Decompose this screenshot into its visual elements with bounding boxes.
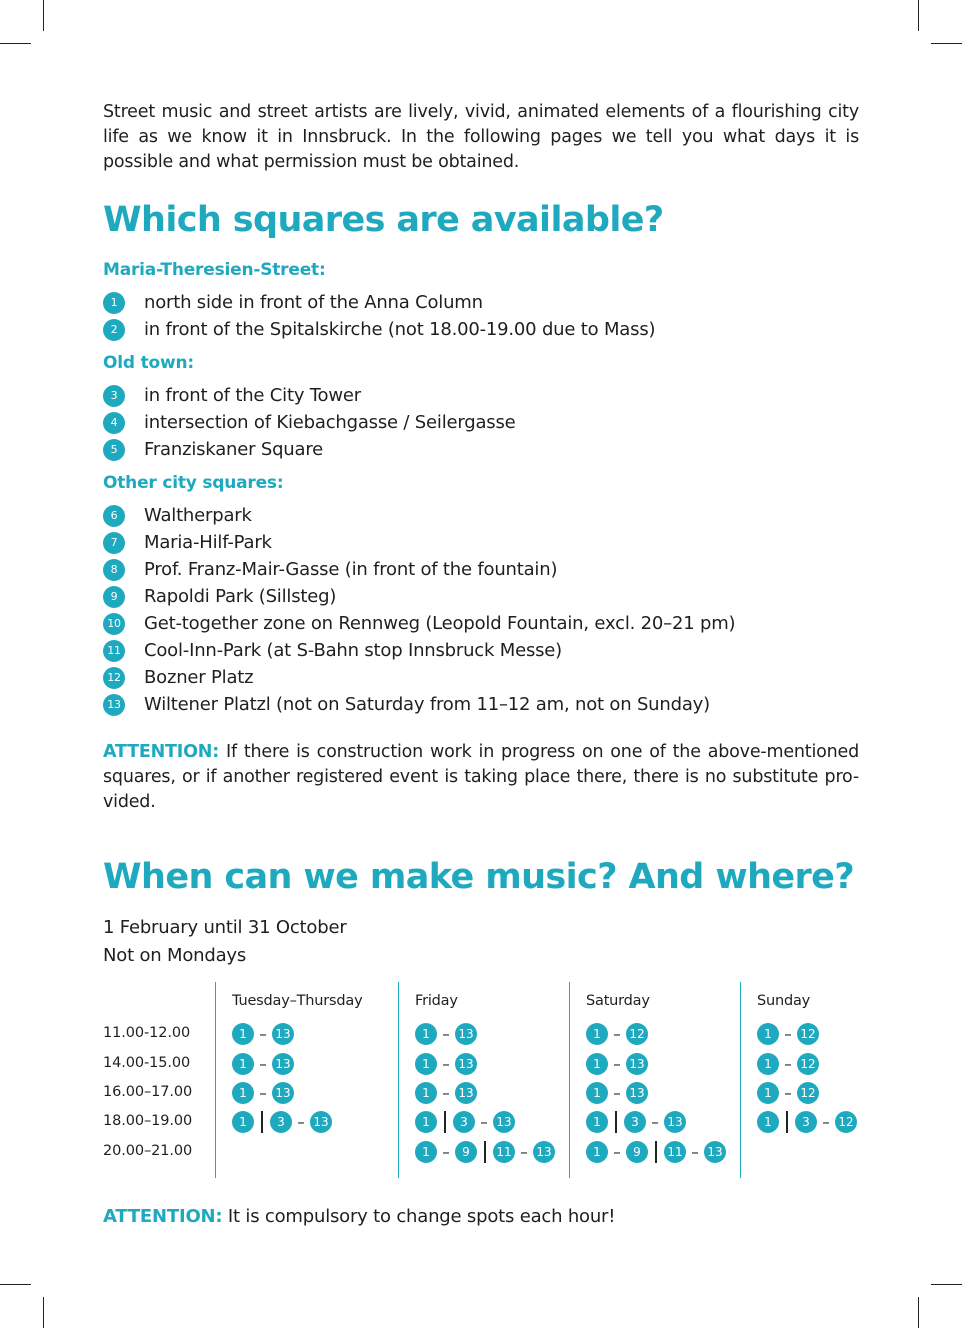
attention-construction [103, 740, 859, 815]
square-description: Rapoldi Park (Sillsteg) [144, 586, 337, 607]
group-heading-maria-theresien: Maria-Theresien-Street: [103, 260, 326, 280]
square-number-badge: 11 [103, 640, 125, 662]
square-list-maria-theresien [103, 289, 655, 343]
schedule-cell [586, 1052, 648, 1076]
schedule-cell [415, 1052, 477, 1076]
square-number-badge: 9 [103, 586, 125, 608]
square-number-badge: 3 [103, 385, 125, 407]
separator-bar [785, 1111, 789, 1133]
schedule-cell [586, 1110, 686, 1134]
section-title-when: When can we make music? And where? [103, 857, 855, 897]
square-number-badge: 12 [797, 1082, 819, 1104]
range-dash: – [613, 1143, 621, 1161]
attention-label: ATTENTION: [103, 1206, 223, 1227]
square-number-badge: 3 [624, 1111, 646, 1133]
schedule-cell [232, 1052, 294, 1076]
schedule-cell [757, 1081, 819, 1105]
square-list-item [103, 409, 516, 436]
day-column-header: Sunday [757, 993, 811, 1009]
separator-bar [260, 1111, 264, 1133]
square-number-badge: 13 [272, 1053, 294, 1075]
attention-text: It is compulsory to change spots each hour! [222, 1206, 616, 1227]
square-number-badge: 5 [103, 439, 125, 461]
square-number-badge: 13 [455, 1082, 477, 1104]
square-number-badge: 13 [310, 1111, 332, 1133]
square-description: in front of the Spitalskirche (not 18.00-19.00 due to Mass) [144, 319, 656, 340]
square-list-item [103, 436, 516, 463]
range-dash: – [259, 1025, 267, 1043]
schedule-cell [586, 1022, 648, 1046]
period-dates: 1 February until 31 October [103, 917, 347, 938]
square-number-badge: 13 [626, 1053, 648, 1075]
range-dash: – [784, 1084, 792, 1102]
schedule-cell [232, 1022, 294, 1046]
square-number-badge: 12 [835, 1111, 857, 1133]
square-list-other [103, 502, 735, 718]
time-slot-label: 14.00-15.00 [103, 1055, 191, 1071]
attention-label: ATTENTION: [103, 742, 220, 762]
square-number-badge: 10 [103, 613, 125, 635]
square-list-item [103, 556, 735, 583]
square-list-item [103, 382, 516, 409]
square-number-badge: 1 [586, 1053, 608, 1075]
attention-text: If there is construction work in progress on one of the above-mentioned squares, or if another registered event is taking place there, there is no substitute pro-vided. [103, 742, 859, 812]
range-dash: – [442, 1025, 450, 1043]
square-number-badge: 13 [272, 1082, 294, 1104]
square-number-badge: 1 [232, 1053, 254, 1075]
range-dash: – [297, 1113, 305, 1131]
square-description: Get-together zone on Rennweg (Leopold Fountain, excl. 20–21 pm) [144, 613, 736, 634]
square-description: Franziskaner Square [144, 439, 324, 460]
schedule-cell [415, 1110, 515, 1134]
time-slot-label: 16.00–17.00 [103, 1084, 193, 1100]
square-number-badge: 12 [103, 667, 125, 689]
crop-mark [0, 1284, 31, 1285]
range-dash: – [442, 1084, 450, 1102]
range-dash: – [784, 1025, 792, 1043]
square-number-badge: 2 [103, 319, 125, 341]
square-number-badge: 3 [270, 1111, 292, 1133]
separator-bar [443, 1111, 447, 1133]
schedule-cell [757, 1110, 857, 1134]
separator-bar [483, 1141, 487, 1163]
square-number-badge: 13 [455, 1053, 477, 1075]
square-description: intersection of Kiebachgasse / Seilergasse [144, 412, 516, 433]
separator-bar [654, 1141, 658, 1163]
schedule-cell [415, 1081, 477, 1105]
square-number-badge: 1 [415, 1111, 437, 1133]
square-number-badge: 1 [757, 1082, 779, 1104]
square-list-item [103, 502, 735, 529]
square-list-item [103, 529, 735, 556]
period-info [103, 914, 347, 970]
square-description: Maria-Hilf-Park [144, 532, 272, 553]
crop-mark [931, 1284, 962, 1285]
square-number-badge: 1 [232, 1023, 254, 1045]
square-number-badge: 1 [586, 1023, 608, 1045]
crop-mark [918, 0, 919, 31]
schedule-cell [232, 1081, 294, 1105]
page-content [103, 100, 859, 1227]
range-dash: – [613, 1084, 621, 1102]
crop-mark [931, 43, 962, 44]
schedule-cell [232, 1110, 332, 1134]
square-number-badge: 13 [103, 694, 125, 716]
square-number-badge: 12 [797, 1023, 819, 1045]
square-description: Cool-Inn-Park (at S-Bahn stop Innsbruck Messe) [144, 640, 562, 661]
square-list-item [103, 289, 655, 316]
separator-bar [614, 1111, 618, 1133]
schedule-cell [415, 1140, 555, 1164]
day-column-header: Tuesday–Thursday [232, 993, 363, 1009]
time-slot-label: 18.00–19.00 [103, 1113, 193, 1129]
attention-change-spots [103, 1206, 615, 1227]
time-slot-label: 11.00-12.00 [103, 1025, 191, 1041]
crop-mark [0, 43, 31, 44]
square-number-badge: 1 [415, 1023, 437, 1045]
section-title-squares: Which squares are available? [103, 200, 664, 240]
square-number-badge: 9 [626, 1141, 648, 1163]
column-divider [569, 982, 570, 1178]
square-number-badge: 4 [103, 412, 125, 434]
schedule-table [103, 982, 859, 1178]
square-number-badge: 1 [103, 292, 125, 314]
square-number-badge: 1 [757, 1053, 779, 1075]
square-number-badge: 7 [103, 532, 125, 554]
square-description: north side in front of the Anna Column [144, 292, 483, 313]
day-column-header: Saturday [586, 993, 650, 1009]
range-dash: – [691, 1143, 699, 1161]
square-number-badge: 11 [493, 1141, 515, 1163]
range-dash: – [520, 1143, 528, 1161]
crop-mark [43, 1297, 44, 1328]
range-dash: – [259, 1055, 267, 1073]
range-dash: – [784, 1055, 792, 1073]
square-description: Bozner Platz [144, 667, 254, 688]
range-dash: – [442, 1143, 450, 1161]
square-number-badge: 8 [103, 559, 125, 581]
square-number-badge: 13 [272, 1023, 294, 1045]
square-number-badge: 1 [232, 1111, 254, 1133]
crop-mark [43, 0, 44, 31]
square-number-badge: 13 [626, 1082, 648, 1104]
square-number-badge: 3 [795, 1111, 817, 1133]
group-heading-old-town: Old town: [103, 353, 194, 373]
square-number-badge: 12 [797, 1053, 819, 1075]
square-number-badge: 13 [664, 1111, 686, 1133]
square-list-item [103, 610, 735, 637]
intro-paragraph: Street music and street artists are lively, vivid, animated elements of a flourishing city life as we know it in Innsbruck. In the following pages we tell you what days it is possible and what permission must be obtained. [103, 102, 859, 172]
group-heading-other-squares: Other city squares: [103, 473, 284, 493]
square-description: Waltherpark [144, 505, 252, 526]
range-dash: – [613, 1025, 621, 1043]
square-number-badge: 1 [586, 1082, 608, 1104]
square-list-item [103, 664, 735, 691]
schedule-cell [586, 1140, 726, 1164]
square-number-badge: 1 [586, 1141, 608, 1163]
square-description: in front of the City Tower [144, 385, 361, 406]
square-number-badge: 1 [586, 1111, 608, 1133]
range-dash: – [259, 1084, 267, 1102]
square-list-item [103, 316, 655, 343]
square-number-badge: 13 [455, 1023, 477, 1045]
square-number-badge: 13 [493, 1111, 515, 1133]
square-list-item [103, 637, 735, 664]
column-divider [398, 982, 399, 1178]
range-dash: – [822, 1113, 830, 1131]
day-column-header: Friday [415, 993, 458, 1009]
range-dash: – [442, 1055, 450, 1073]
square-number-badge: 1 [757, 1111, 779, 1133]
time-slot-label: 20.00–21.00 [103, 1143, 193, 1159]
crop-mark [918, 1297, 919, 1328]
square-list-old-town [103, 382, 516, 463]
schedule-cell [757, 1052, 819, 1076]
column-divider [215, 982, 216, 1178]
square-number-badge: 3 [453, 1111, 475, 1133]
square-number-badge: 9 [455, 1141, 477, 1163]
square-number-badge: 1 [757, 1023, 779, 1045]
square-number-badge: 1 [232, 1082, 254, 1104]
square-number-badge: 1 [415, 1082, 437, 1104]
square-number-badge: 1 [415, 1141, 437, 1163]
square-number-badge: 1 [415, 1053, 437, 1075]
square-number-badge: 11 [664, 1141, 686, 1163]
range-dash: – [613, 1055, 621, 1073]
schedule-cell [757, 1022, 819, 1046]
column-divider [740, 982, 741, 1178]
square-description: Prof. Franz-Mair-Gasse (in front of the fountain) [144, 559, 558, 580]
square-list-item [103, 583, 735, 610]
square-description: Wiltener Platzl (not on Saturday from 11–12 am, not on Sunday) [144, 694, 710, 715]
square-list-item [103, 691, 735, 718]
period-exclusion: Not on Mondays [103, 945, 247, 966]
square-number-badge: 13 [704, 1141, 726, 1163]
square-number-badge: 13 [533, 1141, 555, 1163]
range-dash: – [651, 1113, 659, 1131]
schedule-cell [586, 1081, 648, 1105]
schedule-cell [415, 1022, 477, 1046]
square-number-badge: 6 [103, 505, 125, 527]
range-dash: – [480, 1113, 488, 1131]
square-number-badge: 12 [626, 1023, 648, 1045]
